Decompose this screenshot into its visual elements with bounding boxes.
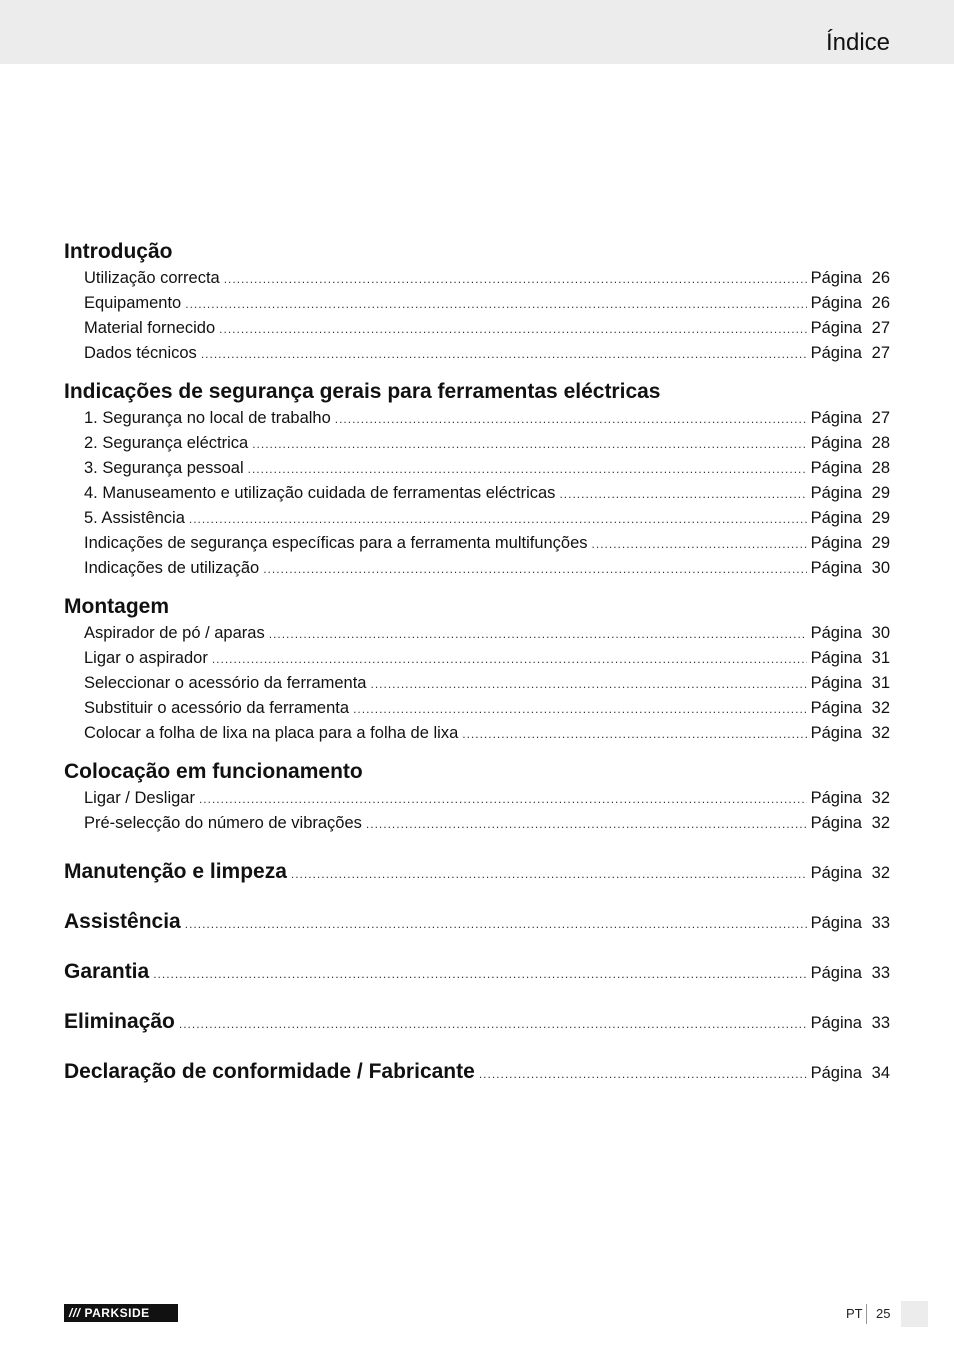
toc-entry[interactable] [64,786,890,811]
section-heading: Colocação em funcionamento [64,760,363,783]
page-number: 28 [871,434,890,452]
page-word: Página [810,1064,862,1082]
toc-section-colocacao-funcionamento [64,758,890,836]
page-number: 32 [871,724,890,742]
page-word: Página [810,674,862,692]
dot-leader [189,507,807,532]
language-code: PT [846,1306,863,1321]
page-number: 33 [871,1014,890,1032]
logo-slashes-icon: /// [69,1306,81,1320]
entry-label: Ligar / Desligar [84,789,195,807]
entry-label: Substituir o acessório da ferramenta [84,699,350,717]
dot-leader [199,787,807,812]
toc-entry[interactable] [64,721,890,746]
section-heading: Introdução [64,240,173,263]
footer-tab-marker [901,1301,928,1327]
dot-leader [185,910,807,938]
dot-leader [592,532,807,557]
page-number: 30 [871,559,890,577]
page-number: 29 [871,509,890,527]
dot-leader [212,647,807,672]
dot-leader [185,292,806,317]
toc-entry[interactable] [64,506,890,531]
page-number: 33 [871,964,890,982]
entry-label: 3. Segurança pessoal [84,459,244,477]
entry-label: Indicações de segurança específicas para a ferramenta multifunções [84,534,588,552]
entry-label: Dados técnicos [84,344,197,362]
page-word: Página [810,624,862,642]
dot-leader [248,457,807,482]
page-number: 28 [871,459,890,477]
page-word: Página [810,864,862,882]
toc-entry[interactable] [64,481,890,506]
dot-leader [291,860,807,888]
page-word: Página [810,914,862,932]
page-word: Página [810,484,862,502]
section-heading: Montagem [64,595,169,618]
toc-main-entry[interactable] [64,848,890,898]
dot-leader [252,432,806,457]
entry-label: Pré-selecção do número de vibrações [84,814,362,832]
page-word: Página [810,699,862,717]
page-number: 26 [871,269,890,287]
toc-entry[interactable] [64,316,890,341]
entry-label: Colocar a folha de lixa na placa para a folha de lixa [84,724,459,742]
page-word: Página [810,409,862,427]
toc-entry[interactable] [64,556,890,581]
toc-entry[interactable] [64,671,890,696]
toc-entry[interactable] [64,811,890,836]
toc-section-indicacoes-seguranca [64,378,890,581]
page-number: 32 [871,699,890,717]
page-word: Página [810,319,862,337]
page-number: 30 [871,624,890,642]
page-word: Página [810,724,862,742]
page-number: 29 [871,484,890,502]
page-word: Página [810,559,862,577]
main-entry-label: Eliminação [64,1010,175,1033]
main-entry-label: Declaração de conformidade / Fabricante [64,1060,475,1083]
entry-label: Seleccionar o acessório da ferramenta [84,674,367,692]
dot-leader [559,482,806,507]
entry-label: Equipamento [84,294,182,312]
page-word: Página [810,434,862,452]
page-number: 31 [871,649,890,667]
toc-section-montagem [64,593,890,746]
page-number: 27 [871,344,890,362]
brand-name: PARKSIDE [84,1306,150,1320]
page-number: 33 [871,914,890,932]
page-word: Página [810,344,862,362]
page-word: Página [810,534,862,552]
page-number: 32 [871,814,890,832]
table-of-contents [64,238,890,1098]
page-title: Índice [825,29,890,56]
toc-entry[interactable] [64,341,890,366]
toc-main-entry[interactable] [64,1048,890,1098]
page-word: Página [810,789,862,807]
page-word: Página [810,269,862,287]
dot-leader [263,557,806,582]
dot-leader [335,407,807,432]
dot-leader [479,1060,807,1088]
page-word: Página [810,649,862,667]
toc-main-entry[interactable] [64,998,890,1048]
page-number: 31 [871,674,890,692]
dot-leader [153,960,806,988]
page-word: Página [810,459,862,477]
entry-label: Aspirador de pó / aparas [84,624,265,642]
page-word: Página [810,294,862,312]
dot-leader [269,622,807,647]
footer-page-number: 25 [876,1306,891,1321]
footer-divider [866,1304,867,1324]
page-word: Página [810,509,862,527]
toc-entry[interactable] [64,646,890,671]
page-word: Página [810,1014,862,1032]
toc-entry[interactable] [64,621,890,646]
toc-main-entry[interactable] [64,948,890,998]
page-number: 32 [871,789,890,807]
dot-leader [201,342,807,367]
toc-entry[interactable] [64,431,890,456]
dot-leader [224,267,807,292]
entry-label: Ligar o aspirador [84,649,208,667]
toc-entry[interactable] [64,406,890,431]
entry-label: 4. Manuseamento e utilização cuidada de ferramentas eléctricas [84,484,556,502]
page-word: Página [810,814,862,832]
toc-entry[interactable] [64,266,890,291]
page-number: 29 [871,534,890,552]
brand-logo [64,1304,178,1322]
toc-entry[interactable] [64,531,890,556]
entry-label: 2. Segurança eléctrica [84,434,249,452]
entry-label: Utilização correcta [84,269,220,287]
page-number: 26 [871,294,890,312]
entry-label: Indicações de utilização [84,559,260,577]
toc-entry[interactable] [64,456,890,481]
page-number: 27 [871,319,890,337]
header-band [0,0,954,64]
dot-leader [219,317,806,342]
main-entry-label: Assistência [64,910,181,933]
entry-label: Material fornecido [84,319,216,337]
dot-leader [370,672,806,697]
main-entry-label: Manutenção e limpeza [64,860,287,883]
page-number: 34 [871,1064,890,1082]
entry-label: 1. Segurança no local de trabalho [84,409,331,427]
entry-label: 5. Assistência [84,509,185,527]
page-word: Página [810,964,862,982]
toc-entry[interactable] [64,696,890,721]
dot-leader [366,812,807,837]
page-number: 32 [871,864,890,882]
dot-leader [179,1010,807,1038]
toc-main-entry[interactable] [64,898,890,948]
section-heading: Indicações de segurança gerais para ferramentas eléctricas [64,380,661,403]
main-entry-label: Garantia [64,960,150,983]
dot-leader [462,722,806,747]
page-number: 27 [871,409,890,427]
toc-entry[interactable] [64,291,890,316]
dot-leader [353,697,807,722]
toc-section-introducao [64,238,890,366]
